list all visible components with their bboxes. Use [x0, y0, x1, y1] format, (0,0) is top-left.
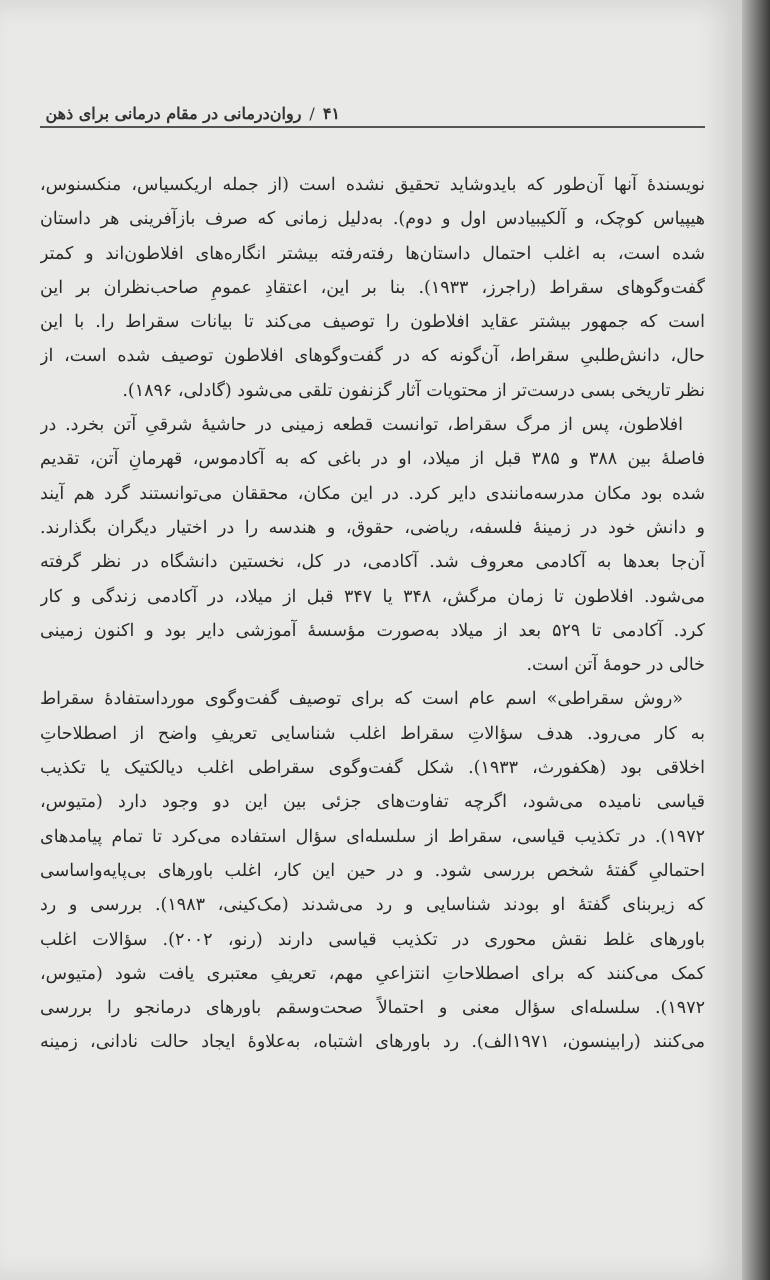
text-line: قیاسی نامیده می‌شود، اگرچه تفاوت‌های جزئی بین این دو وجود دارد (متیوس،: [40, 792, 705, 813]
text-line: می‌کنند (رابینسون، ۱۹۷۱الف). رد باورهای اشتباه، به‌علاوهٔ ایجاد حالت نادانی، زمینه: [40, 1032, 705, 1053]
header-separator: /: [309, 103, 315, 123]
running-title: روان‌درمانی در مقام درمانی برای ذهن: [45, 103, 302, 123]
text-line: کمک می‌کنند که برای اصطلاحاتِ انتزاعیِ مهم، تعریفِ معتبری یافت شود (متیوس،: [40, 963, 705, 984]
text-line: که زیربنای گفتهٔ او بودند شناسایی و رد می‌شدند (مک‌کینی، ۱۹۸۳). بررسی و رد: [40, 895, 705, 916]
text-line: و دانش خود در زمینهٔ فلسفه، ریاضی، حقوق، و هندسه را در اختیار دیگران بگذارند.: [40, 517, 705, 538]
text-line: گفت‌وگوهای سقراط (راجرز، ۱۹۳۳). بنا بر این، اعتقادِ عمومِ صاحب‌نظران بر این: [40, 277, 705, 298]
text-line: است که جمهور بیشتر عقاید افلاطون را توصیف می‌کند تا بیانات سقراط را. با این: [40, 312, 705, 333]
text-line: نویسندهٔ آنها آن‌طور که بایدوشاید تحقیق نشده است (از جمله اریکسیاس، منکسنوس،: [40, 175, 705, 195]
body-text: [40, 168, 705, 1068]
text-line: حال، دانش‌طلبیِ سقراط، آن‌گونه که در گفت‌وگوهای افلاطون توصیف شده است، از: [40, 346, 705, 367]
text-line: خالی در حومهٔ آتن است.: [526, 655, 705, 676]
page-number: ۴۱: [322, 103, 340, 123]
page-edge: [742, 0, 770, 1280]
text-line: ۱۹۷۲). در تکذیب قیاسی، سقراط از سلسله‌ای سؤال استفاده می‌کرد تا تمام پیامدهای: [40, 826, 705, 847]
text-line: شده بود مکان مدرسه‌مانندی دایر کرد. در این مکان، محققان می‌توانستند گرد هم آیند: [40, 483, 705, 504]
text-line: فاصلهٔ بین ۳۸۸ و ۳۸۵ قبل از میلاد، او در باغی که به آکادموس، قهرمانِ آتن، تقدیم: [40, 449, 705, 470]
text-line: «روش سقراطی» اسم عام است که برای توصیف گفت‌وگوی مورداستفادهٔ سقراط: [40, 689, 683, 710]
text-line: کرد. آکادمی تا ۵۲۹ بعد از میلاد به‌صورت مؤسسهٔ آموزشی دایر بود و اکنون زمینی: [40, 620, 705, 641]
text-line: شده است، به اغلب احتمال داستان‌ها رفته‌رفته بیشتر انگاره‌های افلاطون‌اند و کمتر: [40, 243, 705, 264]
text-line: هیپیاس کوچک، و آلکیبیادس اول و دوم). به‌دلیل زمانی که صرف بازآفرینی هر داستان: [40, 209, 705, 230]
text-line: ۱۹۷۲). سلسله‌ای سؤال معنی و احتمالاً صحت‌وسقم باورهای درمانجو را بررسی: [40, 998, 705, 1019]
text-line: احتمالیِ گفتهٔ شخص بررسی شود. و در حین این کار، اغلب باورهای بی‌پایه‌واساسی: [40, 860, 705, 881]
text-line: اخلاقی بود (هکفورث، ۱۹۳۳). شکل گفت‌وگوی سقراطی اغلب دیالکتیک یا تکذیب: [40, 758, 705, 779]
text-line: افلاطون، پس از مرگ سقراط، توانست قطعه زمینی در حاشیهٔ شرقیِ آتن بخرد. در: [40, 415, 683, 436]
text-line: آن‌جا بعدها به آکادمی معروف شد. آکادمی، در کل، نخستین دانشگاه در نظر گرفته: [40, 552, 705, 573]
text-line: می‌شود. افلاطون تا زمان مرگش، ۳۴۸ یا ۳۴۷ قبل از میلاد، در آکادمی زندگی و کار: [40, 586, 705, 607]
running-header: [40, 100, 340, 126]
text-line: نظر تاریخی بسی درست‌تر از محتویات آثار گزنفون تلقی می‌شود (گادلی، ۱۸۹۶).: [122, 380, 705, 401]
text-line: باورهای غلط نقش محوری در تکذیب قیاسی دارند (رنو، ۲۰۰۲). سؤالات اغلب: [40, 929, 705, 950]
text-line: به کار می‌رود. هدف سؤالاتِ سقراط اغلب شناسایی تعریفِ واضح از اصطلاحاتِ: [40, 723, 705, 744]
header-rule: [40, 126, 705, 128]
